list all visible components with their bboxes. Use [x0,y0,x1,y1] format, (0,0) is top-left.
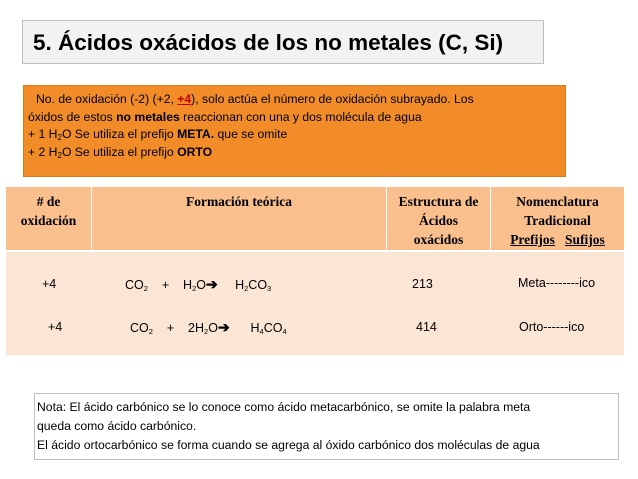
info-line-2 [28,109,565,127]
reaction-arrow-icon: ➔ [205,276,218,292]
table-row-2-oxidation: +4 [48,320,63,334]
acids-table [0,187,628,355]
note-box [34,393,619,460]
info-line-4-text-b: O Se utiliza el prefijo [61,144,178,159]
header-structure-line-2: Ácidos [418,213,458,228]
table-row-1-formation [125,276,271,293]
header-nomenclature-line-2: Tradicional [524,213,591,228]
row-1-reactant-2: H [183,278,193,292]
row-1-reactant-2-sub: 2 [192,284,197,293]
row-1-reactant-2-end: O [196,278,206,292]
header-sufijos: Sufijos [565,232,605,247]
info-line-3-text-a: + 1 H [28,127,58,141]
row-1-product: H [235,278,245,292]
row-1-product-mid: CO [248,278,268,292]
info-line-3-text-c: que se omite [214,127,288,141]
row-2-product-sub-1: 4 [259,327,264,336]
info-line-2-text-b: reaccionan con una y dos molécula de agua [179,109,422,124]
orto-prefix-label: ORTO [177,144,213,159]
note-line-1: Nota: El ácido carbónico se lo conoce como ácido metacarbónico, se omite la palabra meta [37,400,531,414]
info-line-2-bold: no metales [116,109,180,124]
row-2-reactant-2-end: O [208,321,218,335]
info-line-1-text-a: No. de oxidación (-2) (+2, [36,92,178,106]
header-oxidation-line-2: oxidación [20,213,77,228]
oxidation-info-box [23,85,566,177]
header-traditional-nomenclature [491,187,624,250]
row-2-reactant-2-sub: 2 [204,327,209,336]
row-1-product-sub-2: 3 [267,284,272,293]
info-line-4-subscript: 2 [57,150,62,160]
row-2-reactant-2: 2H [188,321,205,335]
page-title-text: 5. Ácidos oxácidos de los no metales (C, Si) [33,30,504,55]
row-2-reactant-1: CO [130,321,149,335]
row-2-product-sub-2: 4 [282,327,287,336]
note-line-2: queda como ácido carbónico. [37,419,197,433]
row-1-product-sub-1: 2 [244,284,249,293]
table-row-2-structure: 414 [416,320,437,334]
info-line-4-text-a: + 2 H [28,144,58,159]
header-structure-line-1: Estructura de [398,194,479,209]
table-row-1-structure: 213 [412,277,433,291]
header-theoretical-formation [92,187,386,250]
header-nomenclature-line-1: Nomenclatura [516,194,599,209]
row-2-product: H [250,321,260,335]
info-line-3 [28,126,565,144]
row-1-plus: + [161,278,170,292]
header-formation-text: Formación teórica [185,194,293,209]
header-nomenclature-subheaders [491,230,624,249]
header-acid-structure [387,187,490,250]
table-row-1-nomenclature: Meta--------ico [518,276,596,290]
header-structure-line-3: oxácidos [413,232,464,247]
info-line-2-text-a: óxidos de estos [28,109,117,124]
header-separator [6,250,624,252]
info-line-4 [28,144,565,162]
info-line-3-subscript: 2 [57,133,62,142]
page-title [22,20,544,64]
header-oxidation-line-1: # de [36,194,61,209]
reaction-arrow-icon: ➔ [217,319,230,335]
info-line-1 [28,91,565,109]
row-2-plus: + [166,321,175,335]
header-oxidation-number [6,187,91,250]
underlined-oxidation-number: +4 [177,92,192,106]
info-line-1-text-b: ), solo actúa el número de oxidación subrayado. Los [191,92,474,106]
meta-prefix-label: META. [177,127,215,141]
table-row-1-oxidation: +4 [42,277,57,291]
header-prefijos: Prefijos [510,232,555,247]
row-2-product-mid: CO [263,321,283,335]
table-row-2-nomenclature: Orto------ico [519,320,585,334]
row-1-reactant-1-sub: 2 [143,284,148,293]
info-line-3-text-b: O Se utiliza el prefijo [61,127,178,141]
row-2-reactant-1-sub: 2 [148,327,153,336]
note-line-3: El ácido ortocarbónico se forma cuando se agrega al óxido carbónico dos moléculas de agua [37,438,540,452]
table-row-2-formation [130,319,287,336]
row-1-reactant-1: CO [125,278,144,292]
table-body [6,250,624,355]
